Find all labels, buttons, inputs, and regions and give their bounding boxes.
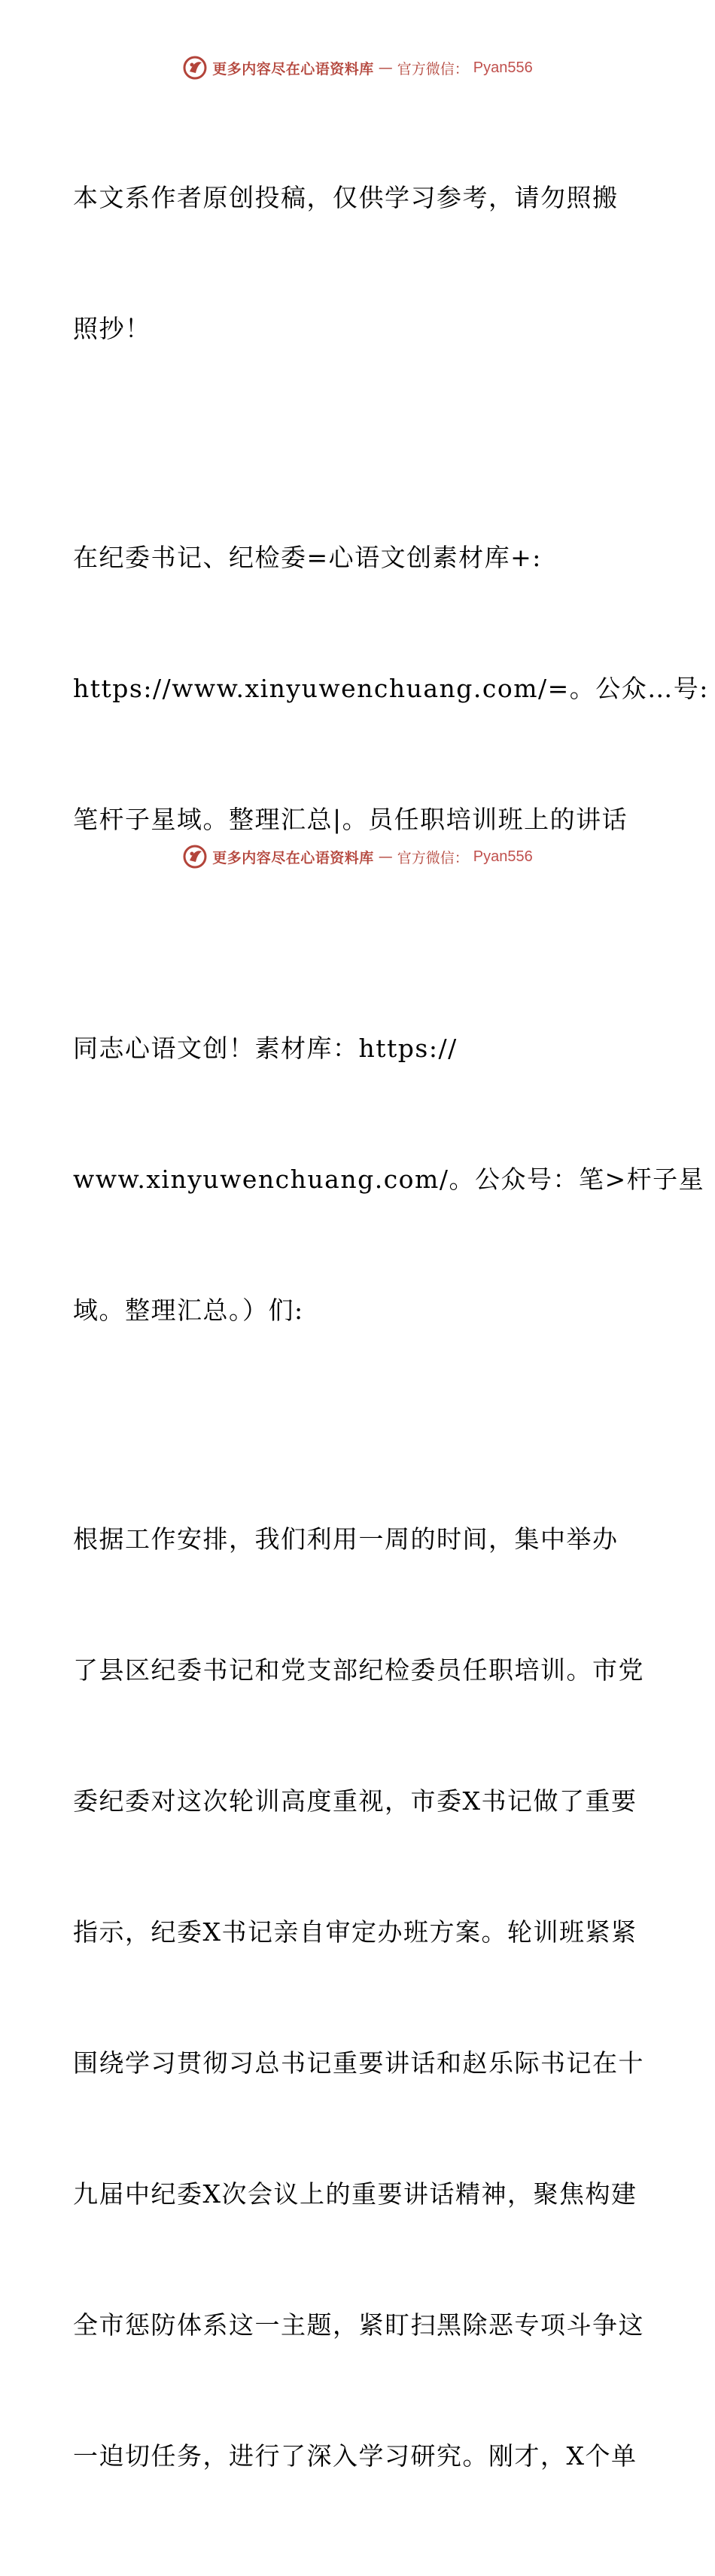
paragraph-3 (73, 939, 705, 1420)
paragraph-1 (73, 89, 645, 438)
text-line: 照抄！ (73, 314, 151, 343)
text-line: 指示，纪委X书记亲自审定办班方案。轮训班紧紧 (73, 1917, 637, 1947)
paragraph-4 (73, 1430, 645, 2565)
brand-logo-icon (182, 844, 208, 869)
banner-wechat-id: Pyan556 (473, 848, 533, 865)
banner-text: 更多内容尽在心语资料库 (212, 60, 374, 78)
header-banner (0, 53, 715, 83)
document-body (73, 89, 709, 2576)
text-line: 域。整理汇总。）们: (73, 1296, 304, 1325)
text-line: 全市惩防体系这一主题，紧盯扫黑除恶专项斗争这 (73, 2310, 644, 2340)
banner-separator: — (378, 848, 393, 865)
text-line: 同志心语文创！素材库：https:// (73, 1034, 458, 1063)
text-line: 委纪委对这次轮训高度重视，市委X书记做了重要 (73, 1786, 637, 1816)
banner-wechat-label: 官方微信： (397, 60, 469, 78)
text-line: 笔杆子星域。整理汇总|。员任职培训班上的讲话 (73, 805, 628, 834)
text-line: 在纪委书记、纪检委=心语文创素材库+: (73, 543, 542, 572)
banner-wechat-label: 官方微信： (397, 849, 469, 866)
footer-banner (0, 842, 715, 872)
text-line: 本文系作者原创投稿，仅供学习参考，请勿照搬 (73, 183, 619, 212)
text-line: www.xinyuwenchuang.com/。公众号：笔>杆子星 (73, 1165, 705, 1194)
text-line: 一迫切任务，进行了深入学习研究。刚才，X个单 (73, 2441, 637, 2471)
text-line: 根据工作安排，我们利用一周的时间，集中举办 (73, 1524, 619, 1554)
text-line: 围绕学习贯彻习总书记重要讲话和赵乐际书记在十 (73, 2048, 644, 2078)
text-line: 九届中纪委X次会议上的重要讲话精神，聚焦构建 (73, 2179, 637, 2209)
banner-separator: — (378, 59, 393, 76)
text-line: 了县区纪委书记和党支部纪检委员任职培训。市党 (73, 1655, 644, 1685)
banner-wechat-id: Pyan556 (473, 59, 533, 76)
text-line: https://www.xinyuwenchuang.com/=。公众…号: (73, 674, 709, 703)
brand-logo-icon (182, 55, 208, 81)
banner-text: 更多内容尽在心语资料库 (212, 849, 374, 866)
